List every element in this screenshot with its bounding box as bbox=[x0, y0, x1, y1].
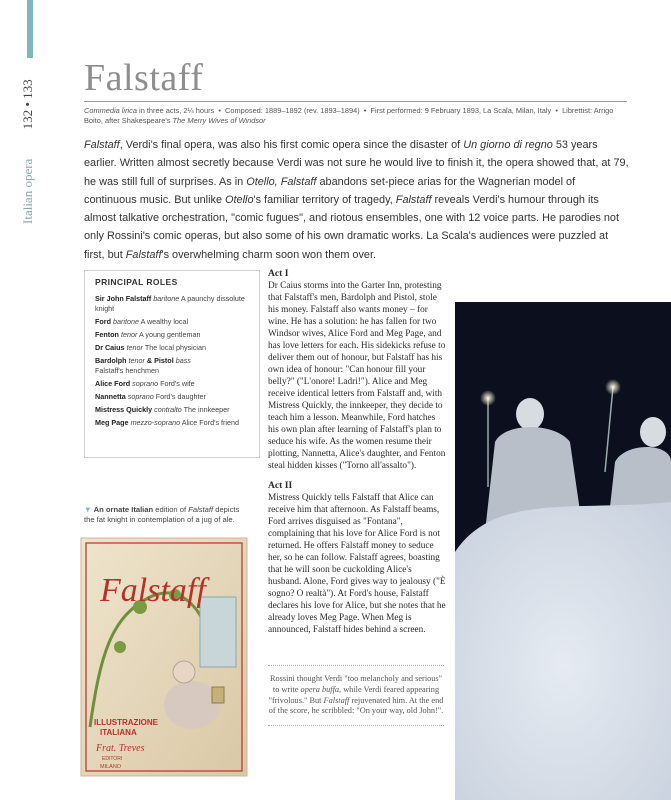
role-description: The local physician bbox=[144, 343, 206, 352]
roles-list bbox=[85, 291, 259, 428]
role-description: A paunchy dissolute knight bbox=[95, 294, 245, 313]
poster-knight-head bbox=[173, 661, 195, 683]
role-item bbox=[95, 314, 253, 327]
running-head bbox=[10, 64, 50, 224]
role-ampersand: & bbox=[144, 356, 155, 365]
role-voice: tenor bbox=[128, 356, 145, 365]
role-voice: soprano bbox=[127, 392, 154, 401]
accent-bar bbox=[27, 0, 33, 58]
caption-title: Falstaff bbox=[188, 505, 214, 514]
role-item bbox=[95, 415, 253, 428]
principal-roles-box bbox=[84, 270, 260, 458]
section-label: Italian opera bbox=[20, 158, 35, 224]
page-numbers: 132 • 133 bbox=[20, 79, 35, 130]
poster-line1: ILLUSTRAZIONE bbox=[94, 718, 158, 727]
intro-run: , Verdi's final opera, was also his first comic opera since the disaster of bbox=[119, 139, 464, 151]
role-description: Alice Ford's friend bbox=[181, 418, 240, 427]
quote-run: , while Verdi feared appearing "frivolous." But bbox=[268, 684, 440, 705]
role-description: The innkeeper bbox=[183, 405, 230, 414]
intro-run: Otello, Falstaff bbox=[246, 175, 317, 188]
synopsis bbox=[268, 268, 446, 644]
photo-masked-figure-head bbox=[516, 398, 544, 430]
role-name: Alice Ford bbox=[95, 379, 131, 388]
meta-libretto-work: The Merry Wives of Windsor bbox=[172, 116, 266, 125]
pull-quote bbox=[268, 665, 444, 726]
role-voice: soprano bbox=[132, 379, 159, 388]
role-name: Sir John Falstaff bbox=[95, 294, 152, 303]
role-name: Bardolph bbox=[95, 356, 127, 365]
quote-run: opera buffa bbox=[300, 684, 340, 694]
role-item bbox=[95, 291, 253, 314]
meta-composed: Composed: 1889–1892 (rev. 1893–1894) bbox=[225, 106, 360, 115]
role-item bbox=[95, 389, 253, 402]
role-name: Pistol bbox=[154, 356, 174, 365]
role-description: Ford's daughter bbox=[155, 392, 206, 401]
intro-run: abandons set-piece arias for the Wagnerian model of continuous music. But unlike bbox=[84, 175, 576, 206]
intro-run: 53 years earlier. Written almost secretly because Verdi was not sure he would live to finish it, the opera showed that, at 79, he was still full of surprises. As in bbox=[84, 139, 629, 188]
page-title: Falstaff bbox=[84, 57, 204, 99]
poster-line2: ITALIANA bbox=[100, 728, 137, 737]
poster-publisher: Frat. Treves bbox=[96, 743, 145, 754]
role-item bbox=[95, 340, 253, 353]
role-name: Ford bbox=[95, 317, 111, 326]
meta-first-performed: First performed: 9 February 1893, La Scala, Milan, Italy bbox=[370, 106, 552, 115]
falstaff-poster-image bbox=[80, 537, 248, 777]
intro-paragraph bbox=[84, 136, 629, 264]
caption-text-a: edition of bbox=[153, 505, 189, 514]
poster-leaf bbox=[114, 641, 126, 653]
poster-title: Falstaff bbox=[100, 572, 206, 609]
role-voice: tenor bbox=[120, 330, 138, 339]
role-name: Meg Page bbox=[95, 418, 129, 427]
caption-marker-icon: ▼ bbox=[84, 505, 92, 514]
intro-run: 's familiar territory of tragedy, bbox=[253, 193, 396, 206]
photo-candle-glow bbox=[480, 390, 496, 406]
poster-city: MILANO bbox=[100, 764, 122, 770]
meta-acts: in three acts, 2¼ hours bbox=[139, 106, 215, 115]
role-description: Falstaff's henchmen bbox=[95, 366, 159, 375]
role-name: Fenton bbox=[95, 330, 119, 339]
role-voice: baritone bbox=[112, 317, 139, 326]
intro-run: Falstaff bbox=[125, 248, 162, 261]
role-description: Ford's wife bbox=[160, 379, 195, 388]
role-item bbox=[95, 327, 253, 340]
opera-metadata: Commedia lirica in three acts, 2¼ hours • Composed: 1889–1892 (rev. 1893–1894) • First performed: 9 February 1893, La Scala, Milan, Italy • Librettist: Arrigo Boito, after Shakespeare's The Merry Wives of Windsor bbox=[84, 106, 614, 125]
role-item bbox=[95, 376, 253, 389]
intro-run: Un giorno di regno bbox=[463, 139, 553, 151]
quote-run: Rossini thought Verdi "too melancholy and serious" to write bbox=[269, 674, 443, 694]
role-item bbox=[95, 402, 253, 415]
quote-run: Falstaff bbox=[323, 695, 350, 705]
act2-heading: Act II bbox=[268, 480, 293, 491]
photo-masked-figure-head bbox=[640, 417, 666, 447]
act1-text: Dr Caius storms into the Garter Inn, protesting that Falstaff's men, Bardolph and Pistol, stole his money. Falstaff also wants money – for wine. He has a solution: he has fallen for two Windsor wives, Alice Ford and Meg Page, and has love letters for each. His sidekicks refuse to deliver them out of honour, but Falstaff has his own idea of honour: "Can honour fill your belly?" ("L'onore! Ladri!"). Alice and Meg receive identical letters from Falstaff and, with Mistress Quickly, the innkeeper, they decide to teach him a lesson. Meanwhile, Ford hatches his own plan after learning of Falstaff's plan to seduce his wife. As the women resume their plotting, Nannetta, Alice's daughter, and Fenton steal hidden kisses ("Torno all'assalto"). bbox=[268, 281, 446, 471]
role-voice: baritone bbox=[153, 294, 180, 303]
role-voice: contralto bbox=[154, 405, 182, 414]
poster-caption bbox=[84, 505, 244, 525]
role-voice: tenor bbox=[126, 343, 143, 352]
act2-text: Mistress Quickly tells Falstaff that Alice can receive him that afternoon. As Falstaff beams, Ford arrives disguised as "Fontana", complaining that his love for Alice Ford is not returned. He offers Falstaff money to seduce her, so he can follow. Falstaff agrees, boasting that he will soon be cuckolding Alice's husband. Alone, Ford gives way to jealousy ("È sogno? O realtà"). At Ford's house, Falstaff declares his love for Alice, but she notes that he already loves Meg Page. When Meg is announced, Falstaff hides behind a screen. bbox=[268, 493, 446, 635]
quote-run: rejuvenated him. At the end of the score, he scribbled: "On your way, old John!". bbox=[268, 695, 444, 716]
intro-run: Falstaff bbox=[395, 193, 432, 206]
role-name: Mistress Quickly bbox=[95, 405, 153, 414]
meta-libretto: Librettist: Arrigo Boito, after Shakespeare's bbox=[84, 106, 614, 125]
act1-heading: Act I bbox=[268, 268, 289, 279]
stage-photo bbox=[455, 302, 671, 800]
title-rule bbox=[84, 101, 627, 102]
meta-genre: Commedia lirica bbox=[84, 106, 137, 115]
role-voice: bass bbox=[175, 356, 191, 365]
caption-lead: An ornate Italian bbox=[93, 505, 154, 514]
roles-heading: PRINCIPAL ROLES bbox=[95, 277, 178, 287]
poster-editori: EDITORI bbox=[102, 756, 123, 762]
intro-run: Falstaff bbox=[84, 139, 120, 151]
role-name: Dr Caius bbox=[95, 343, 125, 352]
photo-candle-glow bbox=[605, 379, 621, 395]
intro-run: Otello bbox=[225, 193, 254, 206]
poster-jug bbox=[212, 687, 224, 703]
role-voice: mezzo-soprano bbox=[130, 418, 181, 427]
role-name: Nannetta bbox=[95, 392, 126, 401]
photo-fog bbox=[455, 502, 671, 800]
caption-text-b: depicts the fat knight in contemplation of a jug of ale. bbox=[84, 505, 240, 524]
intro-run: 's overwhelming charm soon won them over. bbox=[161, 248, 377, 261]
role-description: A young gentleman bbox=[138, 330, 201, 339]
role-item bbox=[95, 353, 253, 376]
intro-run: reveals Verdi's humour through its almost talkative orchestration, "comic fugues", and riotous ensembles, one with 12 voice parts. He parodies not only Rossini's comic operas, but also some of his own dramatic works. La Scala's audiences were puzzled at first, but bbox=[84, 193, 619, 261]
role-description: A wealthy local bbox=[140, 317, 189, 326]
